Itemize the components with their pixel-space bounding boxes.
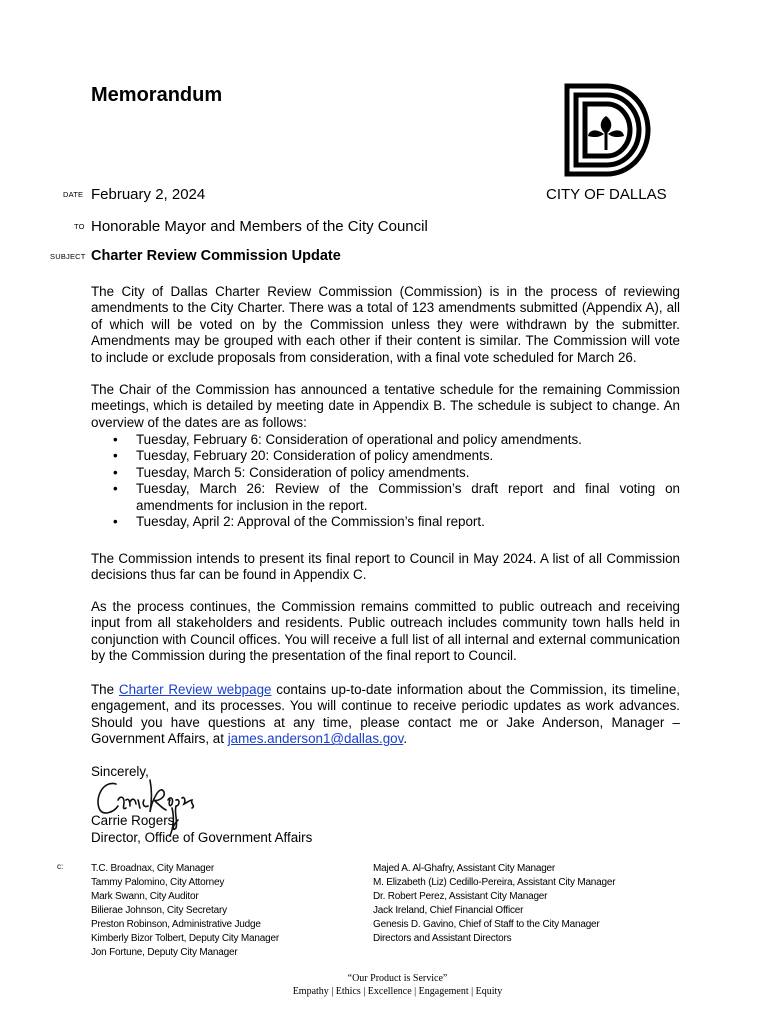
paragraph-5-text-middle: contains up-to-date information about the Commission, its timeline, engagement, and its processes. You will continue to receive periodic updates as work advances. Should you have questions at any time, please contact me or Jake Anderson, Manager – Government Affairs, at <box>91 682 680 747</box>
paragraph-3: The Commission intends to present its final report to Council in May 2024. A list of all Commission decisions thus far can be found in Appendix C. <box>91 551 680 583</box>
list-item: Dr. Robert Perez, Assistant City Manager <box>373 891 548 902</box>
list-item: Majed A. Al-Ghafry, Assistant City Manager <box>373 863 556 874</box>
list-item: M. Elizabeth (Liz) Cedillo-Pereira, Assistant City Manager <box>373 877 616 888</box>
paragraph-5-text-start: The <box>91 682 119 697</box>
signer-name: Carrie Rogers <box>91 813 175 828</box>
memo-title: Memorandum <box>91 84 223 106</box>
list-item: Genesis D. Gavino, Chief of Staff to the City Manager <box>373 919 600 930</box>
memo-recipient: Honorable Mayor and Members of the City Council <box>91 218 428 235</box>
list-item: Preston Robinson, Administrative Judge <box>91 919 261 930</box>
list-item: Bilierae Johnson, City Secretary <box>91 905 227 916</box>
memo-date: February 2, 2024 <box>91 186 206 203</box>
list-item: • Tuesday, March 5: Consideration of policy amendments. <box>113 465 680 481</box>
paragraph-2: The Chair of the Commission has announced a tentative schedule for the remaining Commission meetings, which is detailed by meeting date in Appendix B. The schedule is subject to change. An overview of the dates are as follows: <box>91 382 680 430</box>
list-item: • Tuesday, February 20: Consideration of policy amendments. <box>113 448 680 464</box>
list-item: Tammy Palomino, City Attorney <box>91 877 225 888</box>
city-of-dallas-logo <box>562 82 652 178</box>
list-item: • Tuesday, April 2: Approval of the Commission’s final report. <box>113 514 680 530</box>
list-item: Mark Swann, City Auditor <box>91 891 199 902</box>
email-link[interactable]: james.anderson1@dallas.gov <box>227 731 404 747</box>
paragraph-1: The City of Dallas Charter Review Commission (Commission) is in the process of reviewing amendments to the City Charter. There was a total of 123 amendments submitted (Appendix A), all of which will be voted on by the Commission unless they were withdrawn by the submitter. Amendments may be grouped with each other if their content is similar. The Commission will vote to include or exclude proposals from consideration, with a final vote scheduled for March 26. <box>91 284 680 365</box>
list-item: Kimberly Bizor Tolbert, Deputy City Manager <box>91 933 279 944</box>
list-item: • Tuesday, February 6: Consideration of operational and policy amendments. <box>113 432 680 448</box>
list-item: Jack Ireland, Chief Financial Officer <box>373 905 524 916</box>
list-item: Directors and Assistant Directors <box>373 933 512 944</box>
signer-title: Director, Office of Government Affairs <box>91 830 313 845</box>
to-label: TO <box>74 222 85 231</box>
list-item: Jon Fortune, Deputy City Manager <box>91 947 238 958</box>
charter-review-webpage-link[interactable]: Charter Review webpage <box>118 682 272 697</box>
city-name: CITY OF DALLAS <box>546 186 667 203</box>
list-item: T.C. Broadnax, City Manager <box>91 863 214 874</box>
paragraph-5 <box>91 682 680 748</box>
list-item: • Tuesday, March 26: Review of the Commission’s draft report and final voting on amendments for inclusion in the report. <box>113 481 680 514</box>
date-label: DATE <box>63 190 84 199</box>
cc-list-left <box>91 862 279 960</box>
closing-salutation: Sincerely, <box>91 764 149 779</box>
schedule-list <box>113 432 680 530</box>
footer-values: Empathy | Ethics | Excellence | Engagement | Equity <box>292 986 503 997</box>
cc-label: c: <box>57 862 64 871</box>
memo-subject: Charter Review Commission Update <box>91 248 341 264</box>
cc-list-right <box>373 862 615 946</box>
paragraph-5-text-end: . <box>403 731 408 747</box>
subject-label: SUBJECT <box>50 252 86 261</box>
footer-motto: “Our Product is Service” <box>347 973 448 984</box>
paragraph-4: As the process continues, the Commission remains committed to public outreach and receiving input from all stakeholders and residents. Public outreach includes community town halls held in conjunction with Council offices. You will receive a full list of all internal and external communication by the Commission during the presentation of the final report to Council. <box>91 599 680 664</box>
